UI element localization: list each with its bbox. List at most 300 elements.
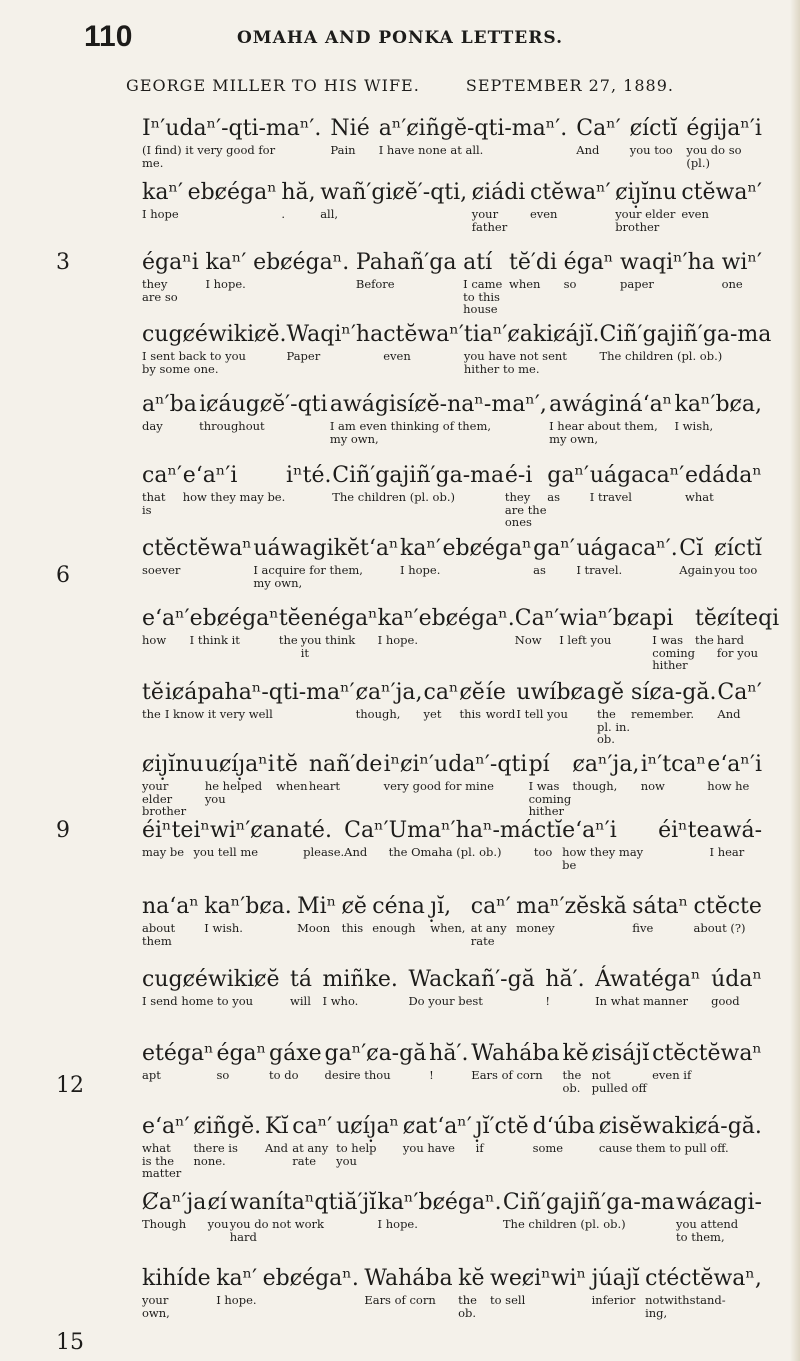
word-gloss-pair — [190, 606, 279, 647]
english-gloss: heart — [308, 779, 340, 793]
word-gloss-pair — [599, 322, 771, 363]
english-gloss: about them — [142, 921, 176, 948]
english-gloss: he helped you — [204, 779, 263, 806]
omaha-word: Umaⁿ′haⁿ-má — [388, 818, 534, 843]
omaha-word: ctĕwaⁿ′ — [681, 180, 762, 205]
word-gloss-pair — [530, 180, 611, 221]
word-gloss-pair — [486, 680, 516, 721]
english-gloss: I wish. — [204, 921, 243, 935]
english-gloss: inferior — [591, 1293, 636, 1307]
word-gloss-pair — [400, 536, 441, 577]
running-title: OMAHA AND PONKA LETTERS. — [237, 28, 563, 48]
english-gloss: hard for you — [716, 633, 759, 660]
english-gloss: I send home to you — [142, 994, 254, 1008]
english-gloss: the Omaha (pl. ob.) — [388, 845, 502, 859]
word-gloss-pair — [516, 680, 596, 721]
omaha-word: égijaⁿ′i — [686, 116, 762, 141]
english-gloss: that is — [142, 490, 166, 517]
word-gloss-pair — [424, 680, 459, 721]
word-gloss-pair — [408, 967, 534, 1008]
word-gloss-pair — [208, 1190, 229, 1231]
word-gloss-pair — [325, 1041, 427, 1082]
omaha-word: d‘úba — [532, 1114, 596, 1139]
omaha-word: ȼĕ — [341, 894, 367, 919]
interlinear-line — [142, 1190, 762, 1270]
line-number: 3 — [56, 250, 70, 275]
word-gloss-pair — [216, 1266, 257, 1307]
interlinear-line — [142, 606, 780, 686]
omaha-word: gaⁿ′ — [547, 463, 590, 488]
word-gloss-pair — [344, 818, 388, 859]
english-gloss: to help you — [336, 1141, 377, 1168]
omaha-word: ȼat‘aⁿ′ — [402, 1114, 472, 1139]
omaha-word: awáginá‘aⁿ — [549, 392, 673, 417]
word-gloss-pair — [142, 116, 321, 169]
omaha-word: Ciñ′gajiñ′ga-ma — [332, 463, 505, 488]
word-gloss-pair — [142, 1190, 206, 1231]
omaha-word: kĕ — [562, 1041, 589, 1066]
english-gloss: the — [278, 633, 298, 647]
omaha-word: ȷ̣ĭ′ctĕ — [475, 1114, 529, 1139]
omaha-word: uȼíȷ̣aⁿi — [204, 752, 275, 777]
word-gloss-pair — [515, 606, 559, 647]
word-gloss-pair — [615, 180, 677, 233]
english-gloss: yet — [423, 707, 442, 721]
word-gloss-pair — [205, 250, 246, 291]
word-gloss-pair — [562, 1041, 588, 1094]
omaha-word: pi — [652, 606, 674, 631]
word-gloss-pair — [372, 894, 425, 935]
english-gloss: all, — [320, 207, 339, 221]
word-gloss-pair — [471, 894, 511, 947]
omaha-word: ebȼégaⁿ — [442, 536, 532, 561]
word-gloss-pair — [269, 1041, 322, 1082]
interlinear-line — [142, 536, 762, 616]
omaha-word: kĕ — [458, 1266, 485, 1291]
english-gloss: the ob. — [562, 1068, 582, 1095]
omaha-word: pí — [528, 752, 550, 777]
word-gloss-pair — [142, 818, 193, 859]
english-gloss: to sell — [489, 1293, 526, 1307]
english-gloss: if — [475, 1141, 484, 1155]
omaha-word: ȼiñgĕ. — [193, 1114, 262, 1139]
english-gloss: money — [516, 921, 555, 935]
omaha-word: ctĕctĕwaⁿ — [652, 1041, 762, 1066]
omaha-word: na‘aⁿ — [142, 894, 199, 919]
omaha-word: kaⁿ′ — [216, 1266, 258, 1291]
english-gloss: five — [632, 921, 654, 935]
word-gloss-pair — [142, 967, 280, 1008]
omaha-word: ebȼégaⁿ. — [253, 250, 350, 275]
word-gloss-pair — [599, 1114, 762, 1155]
omaha-word: tĕ — [278, 606, 301, 631]
omaha-word: ebȼégaⁿ. — [418, 606, 515, 631]
word-gloss-pair — [342, 894, 367, 935]
word-gloss-pair — [592, 1041, 650, 1094]
english-gloss: they are the ones — [504, 490, 547, 529]
omaha-word: Wackañ′-gă — [408, 967, 535, 992]
word-gloss-pair — [503, 1190, 675, 1231]
omaha-word: égaⁿ — [563, 250, 614, 275]
word-gloss-pair — [330, 116, 369, 157]
omaha-word: Ciñ′gajiñ′ga-ma — [502, 1190, 675, 1215]
word-gloss-pair — [183, 463, 286, 504]
english-gloss: I who. — [322, 994, 359, 1008]
word-gloss-pair — [471, 1041, 559, 1082]
english-gloss: this — [341, 921, 364, 935]
english-gloss: you too — [714, 563, 758, 577]
omaha-word: ȼiȷ̣ĭnu — [615, 180, 677, 205]
english-gloss: I tell you — [516, 707, 568, 721]
word-gloss-pair — [717, 606, 779, 659]
omaha-word: nañ′de — [308, 752, 383, 777]
english-gloss: And — [576, 143, 600, 157]
word-gloss-pair — [419, 606, 515, 634]
english-gloss: soever — [142, 563, 181, 577]
word-gloss-pair — [142, 1266, 211, 1319]
english-gloss: at any rate — [470, 921, 507, 948]
english-gloss: Paper — [286, 349, 321, 363]
omaha-word: ctĕwaⁿ′ — [529, 180, 611, 205]
word-gloss-pair — [323, 967, 398, 1008]
omaha-word: Wahába — [471, 1041, 560, 1066]
english-gloss: I hope. — [216, 1293, 257, 1307]
english-gloss: Now — [514, 633, 542, 647]
english-gloss: Before — [355, 277, 395, 291]
english-gloss: paper — [620, 277, 654, 291]
line-number: 6 — [56, 563, 70, 588]
omaha-word: e‘aⁿ′ — [142, 606, 190, 631]
omaha-word: awágisíȼĕ-naⁿ-maⁿ′, — [329, 392, 547, 417]
word-gloss-pair — [142, 392, 197, 433]
english-gloss: I have none at all. — [378, 143, 484, 157]
word-gloss-pair — [529, 752, 572, 818]
word-gloss-pair — [559, 606, 652, 647]
word-gloss-pair — [711, 967, 762, 1008]
word-gloss-pair — [204, 894, 291, 935]
omaha-word: uáwagikĕt‘aⁿ — [253, 536, 399, 561]
english-gloss: the pl. in. ob. — [596, 707, 631, 746]
word-gloss-pair — [632, 894, 688, 935]
word-gloss-pair — [263, 1266, 359, 1294]
english-gloss: will — [290, 994, 311, 1008]
english-gloss: I travel — [589, 490, 632, 504]
interlinear-line — [142, 894, 762, 974]
word-gloss-pair — [549, 392, 672, 445]
word-gloss-pair — [281, 180, 315, 221]
word-gloss-pair — [336, 1114, 399, 1167]
word-gloss-pair — [463, 250, 502, 316]
word-gloss-pair — [290, 967, 312, 1008]
word-gloss-pair — [533, 1114, 595, 1155]
english-gloss: remember. — [631, 707, 695, 721]
english-gloss: I think it — [189, 633, 240, 647]
word-gloss-pair — [142, 680, 164, 721]
omaha-word: iⁿȼiⁿ′udaⁿ′-qti — [383, 752, 528, 777]
omaha-word: ȼíteqi — [716, 606, 780, 631]
word-gloss-pair — [562, 818, 658, 871]
word-gloss-pair — [534, 818, 562, 859]
word-gloss-pair — [676, 1190, 762, 1243]
word-gloss-pair — [714, 536, 762, 577]
english-gloss: enough — [372, 921, 416, 935]
word-gloss-pair — [379, 116, 568, 157]
english-gloss: when, — [430, 921, 466, 935]
omaha-word: égaⁿ — [216, 1041, 267, 1066]
word-gloss-pair — [309, 752, 383, 793]
omaha-word: maⁿ′zĕskă — [516, 894, 627, 919]
omaha-word: tá — [290, 967, 312, 992]
omaha-word: íe — [485, 680, 506, 705]
line-number: 9 — [56, 818, 70, 843]
omaha-word: Ciñ′gajiñ′ga-ma — [599, 322, 772, 347]
word-gloss-pair — [165, 680, 355, 721]
omaha-word: waqiⁿ′ha — [620, 250, 715, 275]
omaha-word: e‘aⁿ′i — [182, 463, 238, 488]
word-gloss-pair — [430, 894, 465, 935]
word-gloss-pair — [679, 536, 713, 577]
omaha-word: tĕ — [142, 680, 164, 705]
omaha-word: ȼisájĭ — [591, 1041, 650, 1066]
page-edge — [790, 0, 800, 1361]
omaha-word: kaⁿ′bȼa, — [674, 392, 762, 417]
omaha-word: kaⁿ′bȼégaⁿ. — [377, 1190, 502, 1215]
word-gloss-pair — [620, 250, 715, 291]
english-gloss: some — [532, 1141, 564, 1155]
english-gloss: you — [207, 1217, 229, 1231]
omaha-word: Miⁿ — [297, 894, 337, 919]
word-gloss-pair — [505, 463, 547, 529]
english-gloss: I left you — [559, 633, 612, 647]
omaha-word: caⁿ′ — [470, 894, 511, 919]
line-number: 15 — [56, 1330, 84, 1355]
omaha-word: wiⁿ′ — [721, 250, 762, 275]
english-gloss: so — [563, 277, 577, 291]
word-gloss-pair — [142, 322, 286, 375]
word-gloss-pair — [356, 250, 457, 291]
omaha-word: e‘aⁿ′ — [142, 1114, 190, 1139]
word-gloss-pair — [674, 392, 761, 433]
english-gloss: I hope. — [377, 633, 418, 647]
english-gloss: I hear — [709, 845, 745, 859]
omaha-word: ȼiádi — [471, 180, 526, 205]
english-gloss: this — [459, 707, 482, 721]
omaha-word: Cĭ — [679, 536, 704, 561]
omaha-word: Caⁿ′ — [576, 116, 621, 141]
english-gloss: not pulled off — [591, 1068, 647, 1095]
word-gloss-pair — [652, 1041, 762, 1082]
interlinear-line — [142, 180, 762, 260]
omaha-word: Áwatégaⁿ — [595, 967, 701, 992]
english-gloss: too — [533, 845, 553, 859]
omaha-word: síȼa-gă. — [631, 680, 717, 705]
english-gloss: about (?) — [693, 921, 746, 935]
omaha-word: aⁿ′ȼiñgĕ-qti-maⁿ′. — [378, 116, 568, 141]
omaha-word: caⁿ′ — [292, 1114, 333, 1139]
omaha-word: Caⁿ′ — [344, 818, 389, 843]
omaha-word: uágacaⁿ′. — [576, 536, 678, 561]
english-gloss: I hope — [142, 207, 179, 221]
omaha-word: edádaⁿ — [684, 463, 762, 488]
english-gloss: how — [142, 633, 167, 647]
word-gloss-pair — [509, 250, 557, 291]
omaha-word: weȼiⁿwiⁿ — [489, 1266, 587, 1291]
omaha-word: caⁿ — [423, 680, 459, 705]
english-gloss: Again — [679, 563, 713, 577]
omaha-word: ȼíctĭ — [714, 536, 762, 561]
omaha-word: kaⁿ′ — [400, 536, 441, 561]
word-gloss-pair — [685, 463, 762, 504]
word-gloss-pair — [641, 752, 706, 793]
english-gloss: Do your best — [408, 994, 483, 1008]
omaha-word: hă, — [281, 180, 316, 205]
english-gloss: your own, — [142, 1293, 170, 1320]
english-gloss: desire thou — [324, 1068, 391, 1082]
word-gloss-pair — [142, 463, 182, 516]
english-gloss: you think it — [300, 633, 356, 660]
english-gloss: I am even thinking of them, my own, — [329, 419, 492, 446]
english-gloss: to do — [269, 1068, 299, 1082]
word-gloss-pair — [142, 606, 190, 647]
word-gloss-pair — [694, 894, 762, 935]
omaha-word: iȼáugȼĕ′-qti — [199, 392, 328, 417]
omaha-word: caⁿ′ — [142, 463, 182, 488]
interlinear-line — [142, 392, 762, 472]
omaha-word: é-i — [504, 463, 533, 488]
omaha-word: cugȼéwikiȼĕ. — [142, 322, 287, 347]
omaha-word: kihíde — [142, 1266, 211, 1291]
omaha-word: ebȼégaⁿ — [187, 180, 277, 205]
english-gloss: I was coming hither — [528, 779, 572, 818]
english-gloss: what is the matter — [142, 1141, 182, 1180]
english-gloss: please. — [303, 845, 345, 859]
omaha-word: enégaⁿ — [300, 606, 378, 631]
omaha-word: kaⁿ′bȼa. — [204, 894, 292, 919]
word-gloss-pair — [533, 536, 575, 577]
word-gloss-pair — [717, 680, 761, 721]
word-gloss-pair — [378, 1190, 502, 1231]
english-gloss: I hope. — [400, 563, 441, 577]
english-gloss: they are so — [142, 277, 178, 304]
omaha-word: éiⁿte — [658, 818, 710, 843]
omaha-word: awá- — [709, 818, 762, 843]
word-gloss-pair — [630, 116, 678, 157]
word-gloss-pair — [573, 752, 640, 793]
word-gloss-pair — [476, 1114, 529, 1155]
omaha-word: ȼaⁿ′ja, — [572, 752, 640, 777]
english-gloss: I sent back to you by some one. — [142, 349, 246, 376]
english-gloss: you do not work hard — [229, 1217, 324, 1244]
omaha-word: gĕ — [596, 680, 625, 705]
word-gloss-pair — [389, 818, 534, 859]
omaha-word: wiaⁿ′bȼa — [559, 606, 653, 631]
omaha-word: ȼaⁿ′ja, — [355, 680, 423, 705]
word-gloss-pair — [695, 606, 717, 647]
page-number: 110 — [84, 20, 133, 53]
omaha-word: wáȼagi- — [676, 1190, 762, 1215]
word-gloss-pair — [383, 322, 464, 363]
omaha-word: Ȼaⁿ′ja — [142, 1190, 207, 1215]
word-gloss-pair — [142, 1041, 214, 1082]
word-gloss-pair — [464, 322, 600, 375]
omaha-word: sátaⁿ — [632, 894, 689, 919]
english-gloss: the — [142, 707, 161, 721]
english-gloss: word — [485, 707, 516, 721]
word-gloss-pair — [597, 680, 630, 746]
english-gloss: as — [547, 490, 561, 504]
word-gloss-pair — [384, 752, 528, 793]
word-gloss-pair — [330, 392, 547, 445]
omaha-word: uȼíȷ̣aⁿ — [336, 1114, 400, 1139]
english-gloss: even — [383, 349, 411, 363]
word-gloss-pair — [230, 1190, 377, 1243]
english-gloss: as — [533, 563, 546, 577]
english-gloss: Though — [142, 1217, 187, 1231]
interlinear-line — [142, 250, 762, 330]
english-gloss: notwithstand- ing, — [645, 1293, 726, 1320]
interlinear-line — [142, 967, 762, 1047]
english-gloss: I wish, — [674, 419, 714, 433]
word-gloss-pair — [364, 1266, 452, 1307]
english-gloss: day — [142, 419, 163, 433]
omaha-word: gaⁿ′ — [533, 536, 575, 561]
interlinear-line — [142, 680, 762, 760]
word-gloss-pair — [547, 463, 589, 504]
omaha-word: Waqiⁿ′ha — [286, 322, 384, 347]
english-gloss: you attend to them, — [676, 1217, 739, 1244]
word-gloss-pair — [459, 680, 484, 721]
english-gloss: what — [684, 490, 714, 504]
english-gloss: The children (pl. ob.) — [502, 1217, 626, 1231]
omaha-word: ctĭ — [533, 818, 563, 843]
english-gloss: And — [717, 707, 741, 721]
omaha-word: tĕ — [276, 752, 298, 777]
word-gloss-pair — [442, 536, 531, 564]
english-gloss: even if — [652, 1068, 692, 1082]
english-gloss: even — [681, 207, 709, 221]
english-gloss: now — [640, 779, 665, 793]
word-gloss-pair — [199, 392, 327, 433]
omaha-word: ebȼégaⁿ. — [262, 1266, 359, 1291]
english-gloss: ! — [429, 1068, 434, 1082]
omaha-word: éiⁿte — [142, 818, 194, 843]
english-gloss: you have not sent hither to me. — [463, 349, 567, 376]
word-gloss-pair — [286, 463, 331, 491]
omaha-word: atí — [463, 250, 493, 275]
english-gloss: may be — [142, 845, 185, 859]
word-gloss-pair — [216, 1041, 266, 1082]
letter-title-date: SEPTEMBER 27, 1889. — [465, 76, 674, 95]
omaha-word: kaⁿ′ — [377, 606, 419, 631]
omaha-word: iⁿ′tcaⁿ — [640, 752, 707, 777]
omaha-word: tĕ — [694, 606, 717, 631]
omaha-word: etégaⁿ — [142, 1041, 214, 1066]
english-gloss: you tell me — [193, 845, 259, 859]
omaha-word: Pahañ′ga — [355, 250, 457, 275]
english-gloss: I acquire for them, my own, — [253, 563, 363, 590]
english-gloss: how he — [707, 779, 750, 793]
english-gloss: your elder brother — [142, 779, 187, 818]
english-gloss: Pain — [330, 143, 356, 157]
omaha-word: Kĭ — [264, 1114, 289, 1139]
english-gloss: you too — [629, 143, 673, 157]
word-gloss-pair — [590, 463, 684, 504]
word-gloss-pair — [545, 967, 584, 1008]
english-gloss: good — [711, 994, 740, 1008]
word-gloss-pair — [378, 606, 419, 647]
word-gloss-pair — [142, 536, 252, 577]
omaha-word: hă′. — [429, 1041, 469, 1066]
